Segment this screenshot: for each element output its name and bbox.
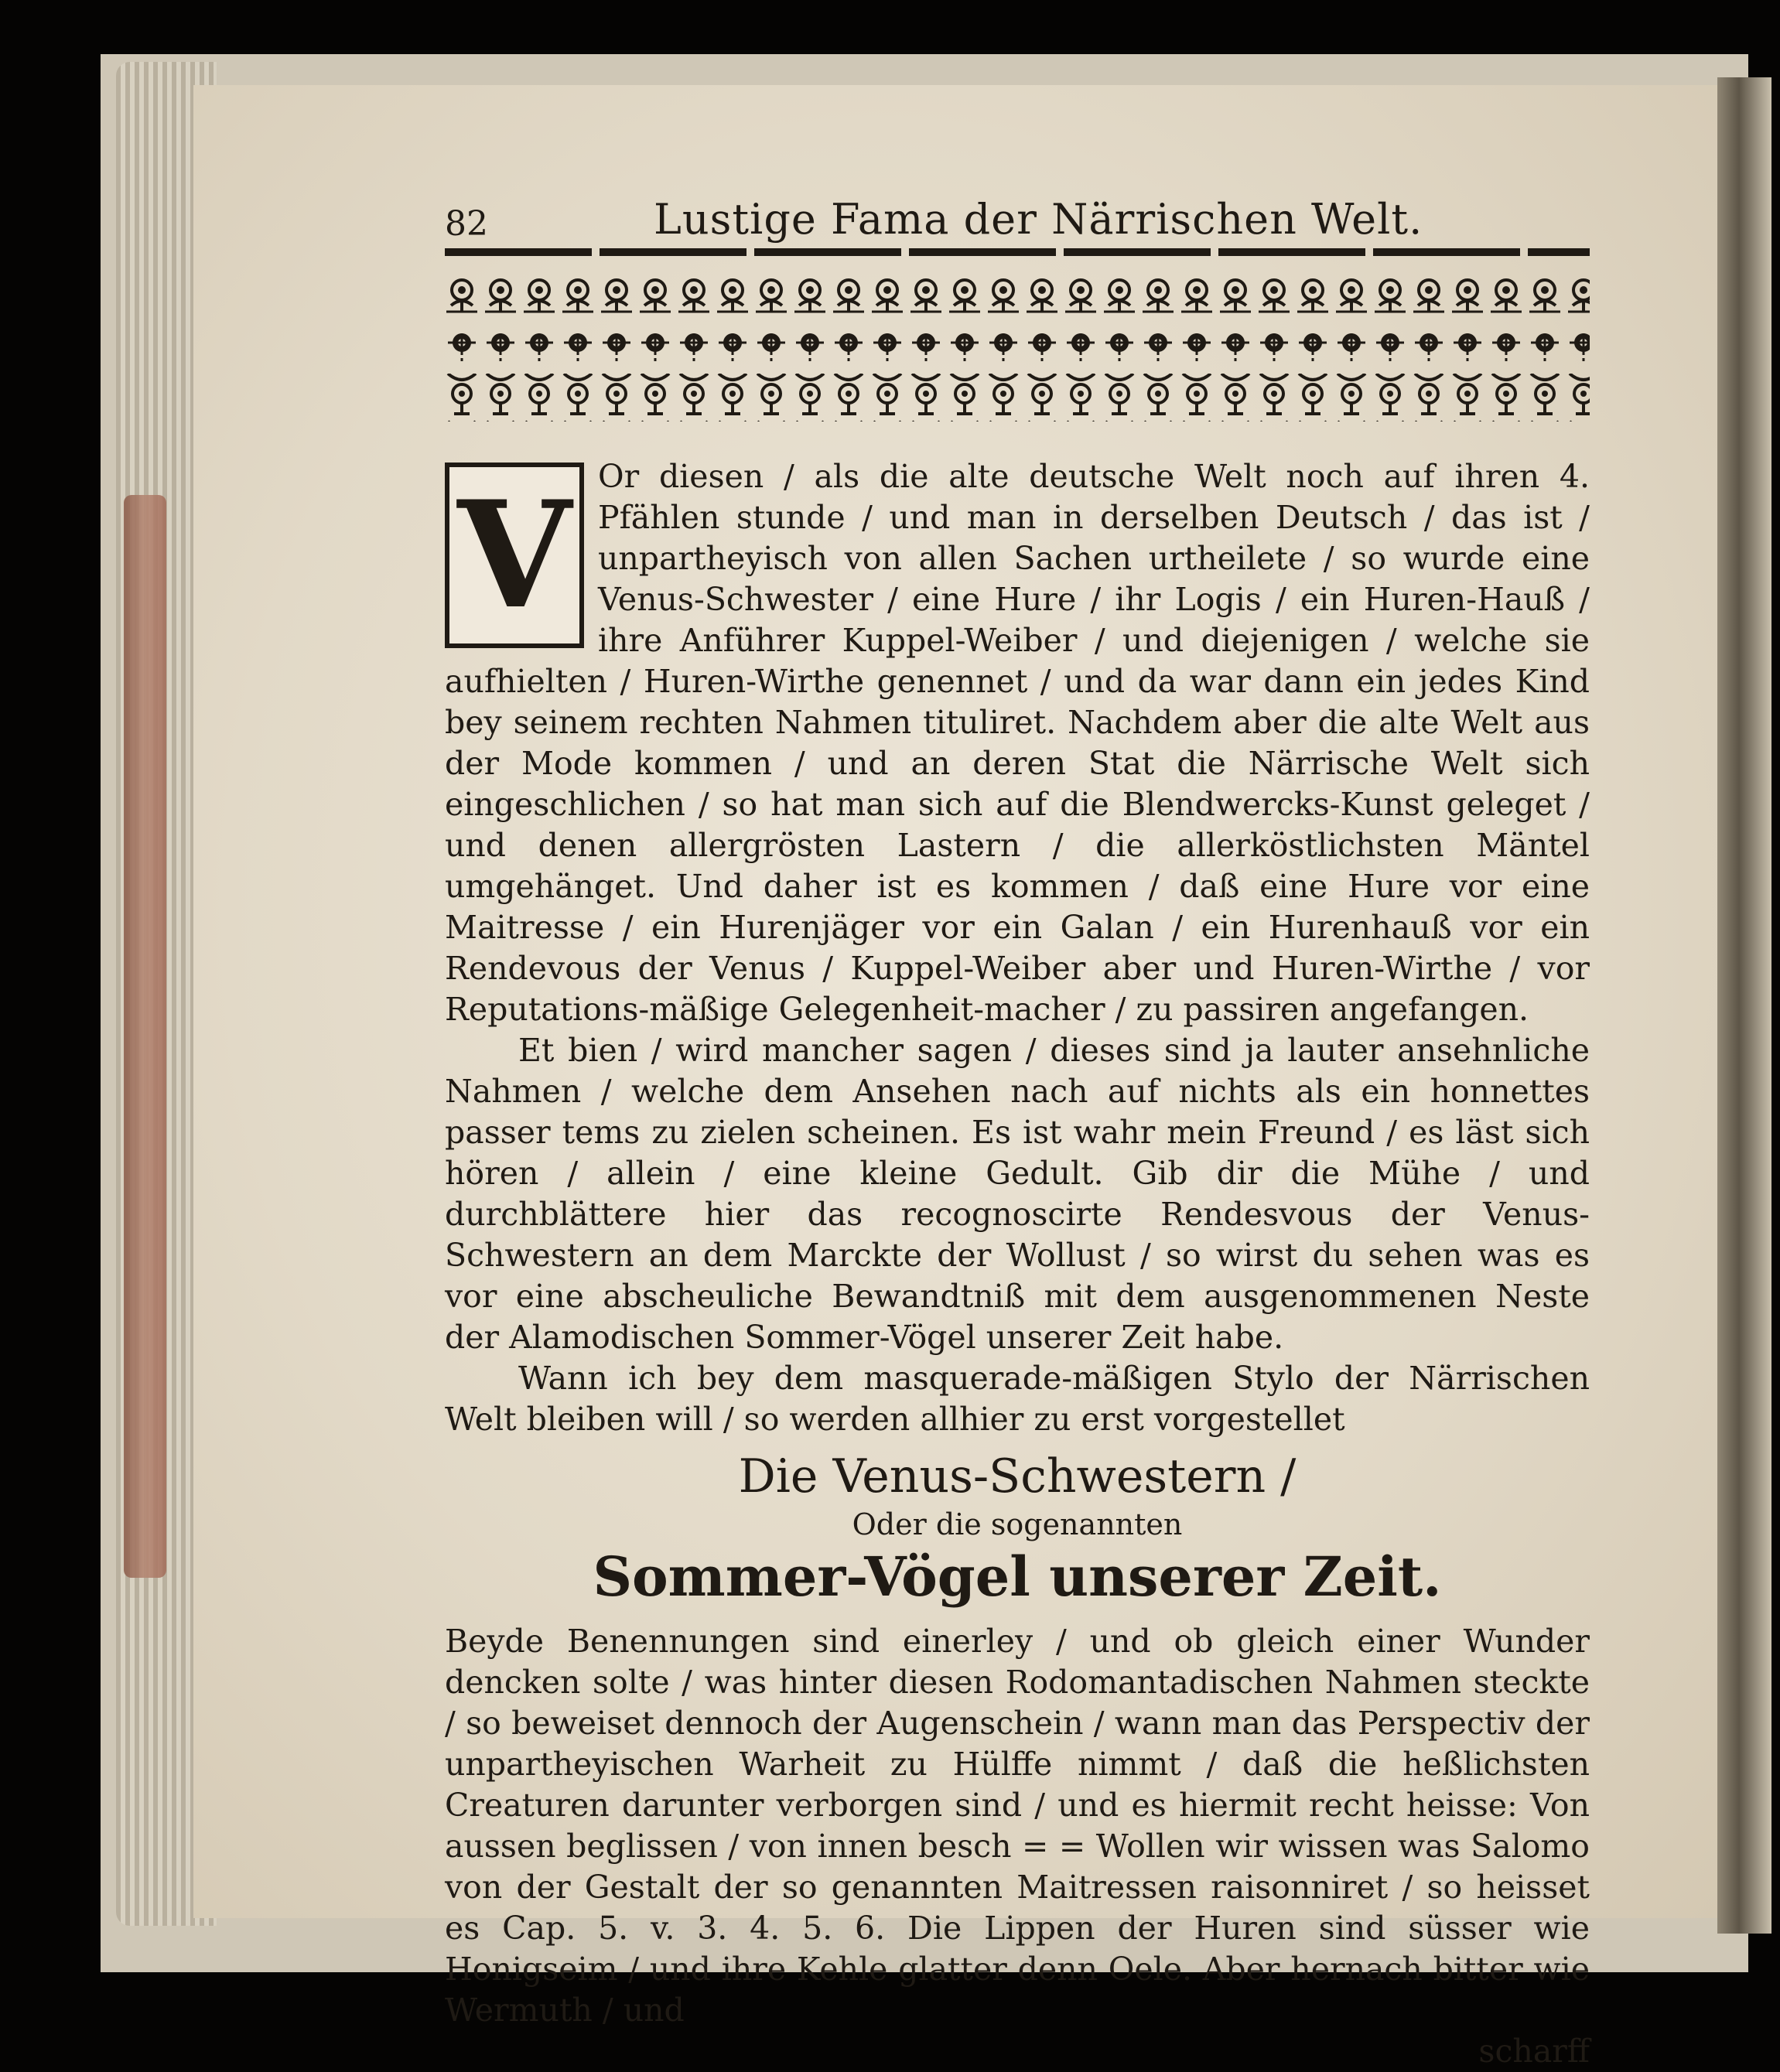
page-content [445, 189, 1590, 2072]
first-paragraph [445, 456, 1590, 1030]
paragraph-1: Or diesen / als die alte deutsche Welt noch auf ihren 4. Pfählen stunde / und man in derselben Deutsch / das ist / unpartheyisch von allen Sachen urtheilete / so wurde eine Venus-Schwester / eine Hure / ihr Logis / ein Huren-Hauß / ihre Anführer Kuppel-Weiber / und diejenigen / welche sie aufhielten / Huren-Wirthe genennet / und da war dann ein jedes Kind bey seinem rechten Nahmen tituliret. Nachdem aber die alte Welt aus der Mode kommen / und an deren Stat die Närrische Welt sich eingeschlichen / so hat man sich auf die Blendwercks-Kunst geleget / und denen allergrösten Lastern / die allerköstlichsten Mäntel umgehänget. Und daher ist es kommen / daß eine Hure vor eine Maitresse / ein Hurenjäger vor ein Galan / ein Hurenhauß vor ein Rendevous der Venus / Kuppel-Weiber aber und Huren-Wirthe / vor Reputations-mäßige Gelegenheit-macher / zu passiren angefangen. [445, 458, 1590, 1028]
paragraph-2: Et bien / wird mancher sagen / dieses sind ja lauter ansehnliche Nahmen / welche dem Ansehen nach auf nichts als ein honnettes passer tems zu zielen scheinen. Es ist wahr mein Freund / es läst sich hören / allein / eine kleine Gedult. Gib dir die Mühe / und durchblättere hier das recognoscirte Rendesvous der Venus-Schwestern an dem Marckte der Wollust / so wirst du sehen was es vor eine abscheuliche Bewandtniß mit dem ausgenommenen Neste der Alamodischen Sommer-Vögel unserer Zeit habe. [445, 1032, 1590, 1356]
binding-stain [124, 495, 166, 1578]
catchword: scharff [1478, 2033, 1590, 2070]
heading-line-2: Oder die sogenannten [852, 1507, 1183, 1541]
heading-line-1: Die Venus-Schwestern / [738, 1449, 1297, 1504]
body-text [445, 456, 1590, 2072]
book-gutter [1717, 77, 1771, 1934]
page-header [445, 189, 1590, 244]
section-heading [445, 1448, 1590, 1610]
paragraph-3: Wann ich bey dem masquerade-mäßigen Stylo der Närrischen Welt bleiben will / so werden allhier zu erst vorgestellet [445, 1360, 1590, 1438]
running-title: Lustige Fama der Närrischen Welt. [654, 195, 1423, 244]
heading-line-3: Sommer-Vögel unserer Zeit. [593, 1545, 1442, 1609]
ornamental-initial: V [445, 463, 584, 648]
paragraph-4: Beyde Benennungen sind einerley / und ob gleich einer Wunder dencken solte / was hinter diesen Rodomantadischen Nahmen steckte / so beweiset dennoch der Augenschein / wann man das Perspectiv der unpartheyischen Warheit zu Hülffe nimmt / daß die heßlichsten Creaturen darunter verborgen sind / und es hiermit recht heisse: Von aussen beglissen / von innen besch = = Wollen wir wissen was Salomo von der Gestalt der so genannten Maitressen raisonniret / so heisset es Cap. 5. v. 3. 4. 5. 6. Die Lippen der Huren sind süsser wie Honigseim / und ihre Kehle glatter denn Oele. Aber hernach bitter wie Wermuth / und [445, 1623, 1590, 2029]
header-rule [445, 248, 1590, 256]
floral-ornament-band-icon [445, 275, 1590, 433]
page-number: 82 [445, 204, 488, 244]
